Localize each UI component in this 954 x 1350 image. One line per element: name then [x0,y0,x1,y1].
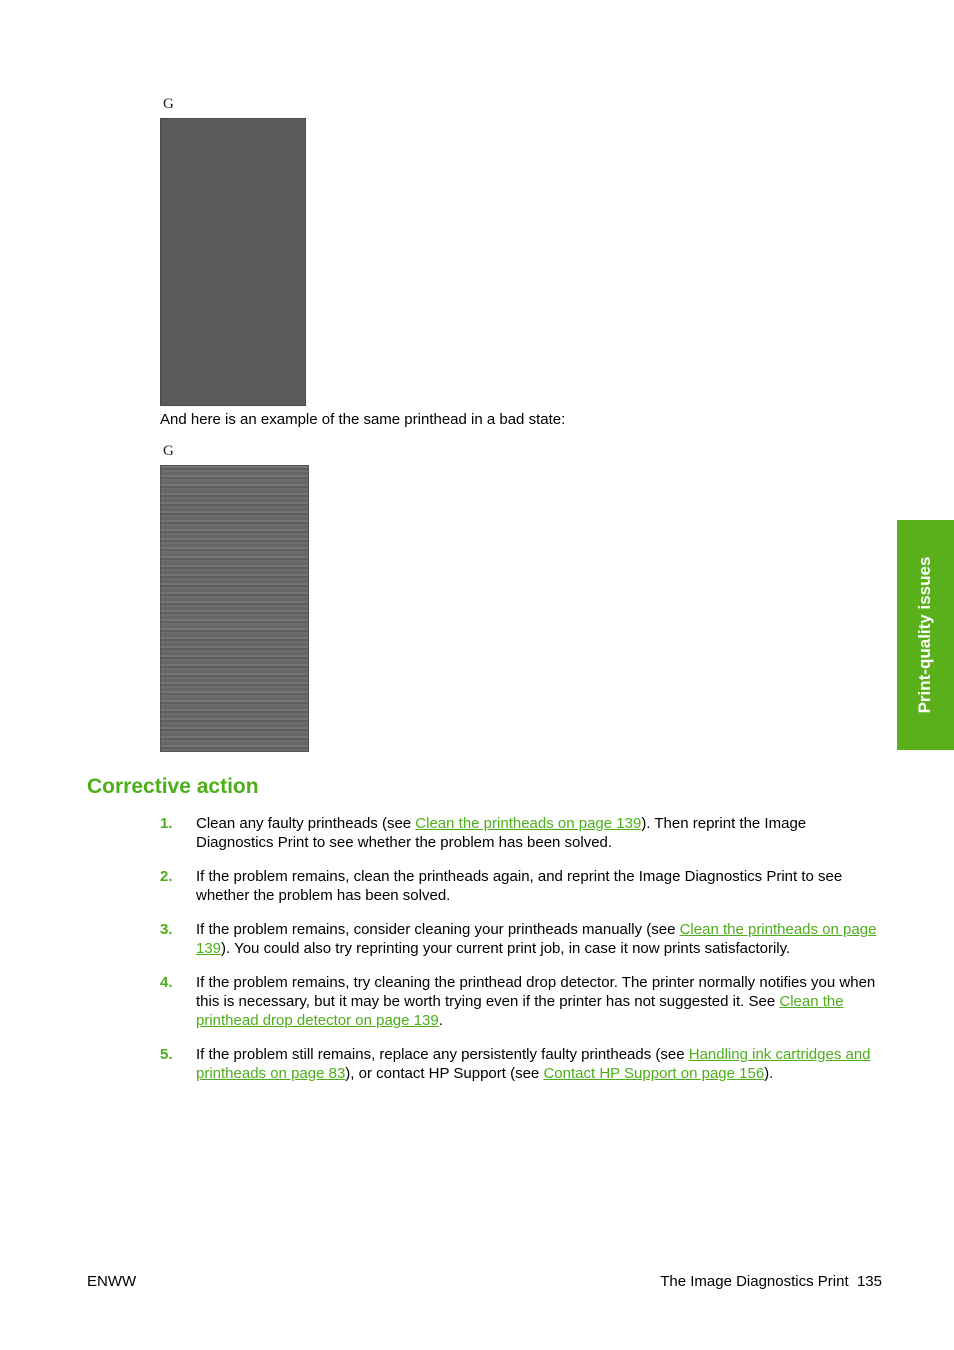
link-contact-hp-support[interactable]: Contact HP Support on page 156 [543,1065,765,1082]
bad-printhead-sample-image [160,465,309,752]
chapter-side-tab [897,520,954,750]
step-text [196,920,886,958]
step-text [196,1045,886,1083]
step-text-segment: ). You could also try reprinting your current print job, in case it now prints satisfactorily. [221,940,791,957]
link-clean-printheads[interactable]: Clean the printheads on page 139 [415,815,642,832]
footer-title: The Image Diagnostics Print [660,1273,849,1290]
step-text-segment: ). Then reprint the Image Diagnostics Print to see whether the problem has been solved. [196,815,807,851]
step-text-segment: If the problem still remains, replace any persistently faulty printheads (see [196,1046,689,1063]
step-text-segment: ). [764,1065,774,1082]
step-text-segment: . [438,1012,443,1029]
page-number: 135 [856,1273,882,1290]
step-text-segment: ), or contact HP Support (see [345,1065,544,1082]
step-number: 5. [160,1046,173,1063]
step-text-segment: If the problem remains, consider cleaning your printheads manually (see [196,921,680,938]
footer-right [660,1272,882,1291]
link-clean-drop-detector[interactable]: Clean the printhead drop detector on page 139 [196,993,844,1029]
footer-left: ENWW [87,1273,137,1290]
step-text [196,867,886,905]
link-handling-ink-cartridges[interactable]: Handling ink cartridges and printheads on page 83 [196,1046,871,1082]
step-text [196,973,886,1030]
step-number: 1. [160,815,173,832]
step-text-segment: Clean any faulty printheads (see [196,815,416,832]
link-clean-printheads[interactable]: Clean the printheads on page 139 [196,921,877,957]
good-printhead-sample-image [160,118,306,406]
step-text-segment: If the problem remains, try cleaning the printhead drop detector. The printer normally notifies you when this is necessary, but it may be worth trying even if the printer has not suggested it. See [196,974,876,1010]
bad-example-label: G [163,443,174,459]
step-text [196,814,886,852]
step-number: 4. [160,974,173,991]
step-number: 2. [160,868,173,885]
chapter-tab-label: Print-quality issues [915,556,934,714]
step-number: 3. [160,921,173,938]
good-example-label: G [163,96,174,112]
bad-state-caption: And here is an example of the same printhead in a bad state: [160,411,566,428]
step-text-segment: If the problem remains, clean the printheads again, and reprint the Image Diagnostics Print to see whether the problem has been solved. [196,868,843,904]
section-heading: Corrective action [87,775,259,798]
